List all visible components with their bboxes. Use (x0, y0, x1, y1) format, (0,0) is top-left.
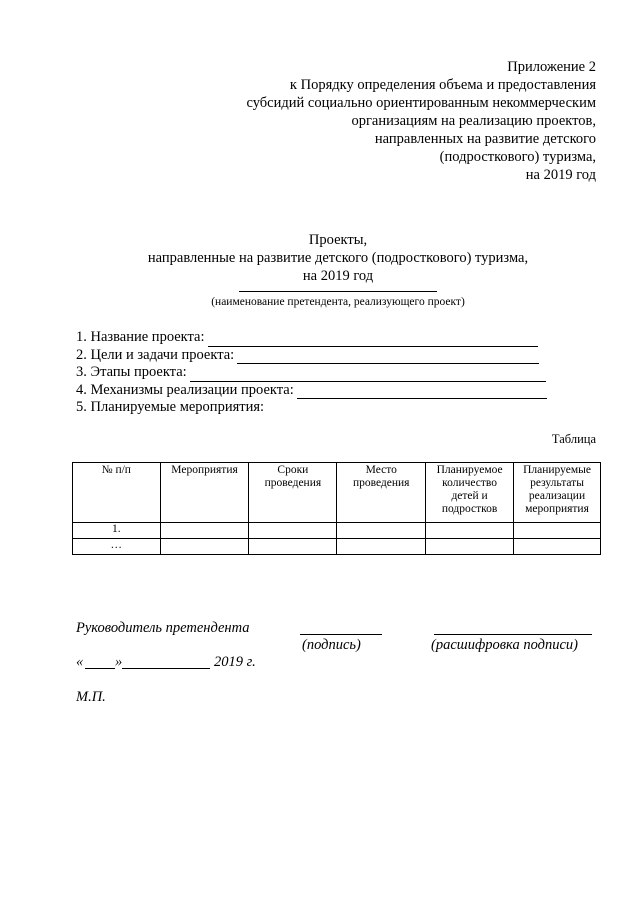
table-cell: 1. (73, 523, 161, 539)
appendix-line: организациям на реализацию проектов, (351, 113, 596, 129)
table-cell[interactable] (249, 523, 337, 539)
date-year: 2019 г. (214, 654, 256, 670)
date-month-line[interactable] (122, 668, 210, 669)
column-header: Место проведения (337, 463, 426, 523)
appendix-line: (подросткового) туризма, (439, 149, 596, 165)
applicant-name-line (239, 291, 437, 292)
appendix-line: субсидий социально ориентированным некоммерческим (246, 95, 596, 111)
table-cell[interactable] (426, 539, 514, 555)
field-stages (76, 364, 547, 382)
date-close-quote: » (115, 654, 123, 670)
table-header-row (73, 463, 601, 523)
table-cell[interactable] (514, 539, 601, 555)
field-label: 1. Название проекта: (76, 329, 205, 345)
appendix-line: на 2019 год (525, 167, 596, 183)
signature-decode-caption: (расшифровка подписи) (431, 637, 579, 653)
table-cell[interactable] (514, 523, 601, 539)
table-cell: … (73, 539, 161, 555)
field-blank[interactable] (208, 333, 538, 347)
field-planned-events (76, 399, 547, 417)
appendix-line: Приложение 2 (507, 59, 596, 75)
field-goals (76, 347, 547, 365)
table-cell[interactable] (160, 523, 249, 539)
field-label: 5. Планируемые мероприятия: (76, 399, 265, 415)
table-cell[interactable] (249, 539, 337, 555)
field-project-name (76, 329, 547, 347)
column-header: Мероприятия (160, 463, 249, 523)
signature-caption: (подпись) (302, 637, 361, 653)
field-blank[interactable] (190, 368, 546, 382)
table-row (73, 539, 601, 555)
signature-line[interactable] (300, 634, 382, 635)
date-day-line[interactable] (85, 668, 115, 669)
events-table (72, 462, 601, 555)
field-blank[interactable] (297, 385, 547, 399)
column-header: Планируемое количество детей и подростков (426, 463, 514, 523)
field-label: 3. Этапы проекта: (76, 364, 187, 380)
table-cell[interactable] (160, 539, 249, 555)
table-row (73, 523, 601, 539)
title-line-2: направленные на развитие детского (подросткового) туризма, (147, 250, 529, 266)
field-label: 2. Цели и задачи проекта: (76, 346, 235, 363)
head-of-applicant-label: Руководитель претендента (76, 620, 250, 636)
title-line-1: Проекты, (308, 232, 368, 248)
signature-decode-line[interactable] (434, 634, 592, 635)
appendix-line: направленных на развитие детского (374, 131, 596, 147)
table-cell[interactable] (426, 523, 514, 539)
project-fields (76, 329, 547, 417)
column-header: Сроки проведения (249, 463, 337, 523)
applicant-name-caption: (наименование претендента, реализующего проект) (211, 296, 465, 308)
date-open-quote: « (76, 654, 84, 670)
field-blank[interactable] (237, 350, 539, 364)
appendix-note (176, 58, 596, 184)
table-cell[interactable] (337, 539, 426, 555)
title-line-3: на 2019 год (302, 268, 374, 284)
table-label: Таблица (551, 432, 596, 446)
field-label: 4. Механизмы реализации проекта: (76, 381, 294, 398)
stamp-label: М.П. (76, 689, 106, 705)
column-header: № п/п (73, 463, 161, 523)
table-cell[interactable] (337, 523, 426, 539)
document-title (0, 231, 640, 309)
column-header: Планируемые результаты реализации мероприятия (514, 463, 601, 523)
appendix-line: к Порядку определения объема и предоставления (289, 77, 596, 93)
field-mechanisms (76, 382, 547, 400)
